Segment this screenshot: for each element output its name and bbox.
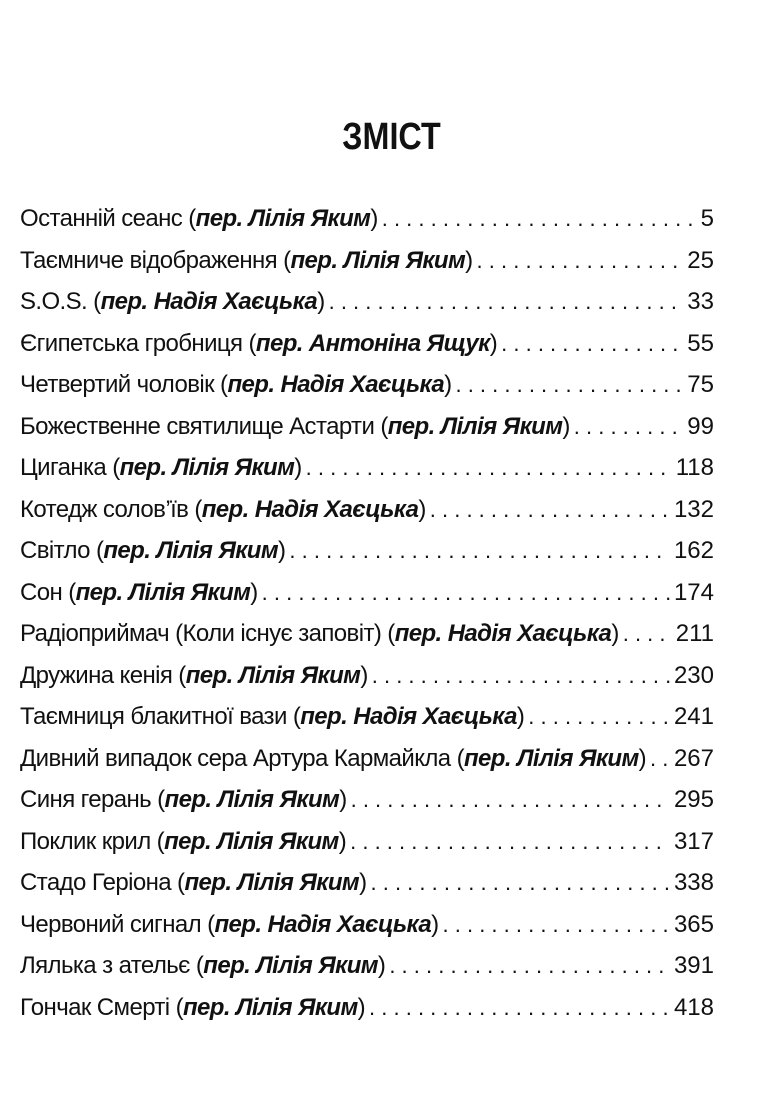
page-number: 162 bbox=[673, 537, 714, 564]
entry-text bbox=[20, 655, 368, 697]
story-title: Червоний сигнал ( bbox=[20, 910, 215, 938]
entry-text bbox=[20, 821, 346, 863]
dot-leader bbox=[430, 489, 670, 531]
toc-entry bbox=[20, 323, 714, 365]
closing-paren: ) bbox=[357, 993, 366, 1021]
page-number: 132 bbox=[673, 495, 714, 523]
translator-credit: пер. Лілія Яким bbox=[164, 827, 339, 855]
dot-leader bbox=[574, 406, 684, 448]
toc-entry bbox=[20, 281, 714, 323]
toc-entry bbox=[20, 364, 714, 406]
closing-paren: ) bbox=[418, 495, 426, 523]
translator-credit: пер. Надія Хаєцька bbox=[394, 620, 612, 647]
toc-entry bbox=[20, 572, 714, 614]
entry-text bbox=[20, 323, 497, 365]
translator-credit: пер. Надія Хаєцька bbox=[300, 703, 517, 730]
story-title: Єгипетська гробниця ( bbox=[20, 329, 256, 357]
page-number: 267 bbox=[673, 744, 714, 772]
page-number: 391 bbox=[673, 952, 714, 979]
translator-credit: пер. Лілія Яким bbox=[203, 952, 378, 979]
toc-entry bbox=[20, 406, 714, 448]
entry-text bbox=[20, 406, 570, 448]
dot-leader bbox=[389, 945, 670, 987]
translator-credit: пер. Лілія Яким bbox=[290, 246, 466, 274]
dot-leader bbox=[528, 696, 670, 738]
page-number: 75 bbox=[687, 371, 714, 398]
dot-leader bbox=[329, 281, 684, 323]
dot-leader bbox=[289, 530, 670, 572]
toc-entry bbox=[20, 530, 714, 572]
entry-text bbox=[20, 779, 347, 821]
page-title: ЗМІСТ bbox=[342, 116, 441, 158]
entry-text bbox=[20, 862, 367, 904]
entry-text bbox=[20, 364, 451, 406]
story-title: Стадо Геріона ( bbox=[20, 869, 185, 896]
story-title: Четвертий чоловік ( bbox=[20, 371, 228, 398]
dot-leader bbox=[623, 613, 672, 655]
dot-leader bbox=[477, 240, 684, 282]
entry-text bbox=[20, 987, 365, 1029]
page-number: 25 bbox=[687, 246, 714, 274]
toc-entry bbox=[20, 655, 714, 697]
translator-credit: пер. Лілія Яким bbox=[463, 744, 639, 772]
entry-text bbox=[20, 198, 378, 240]
translator-credit: пер. Лілія Яким bbox=[103, 537, 279, 564]
entry-text bbox=[20, 489, 426, 531]
page-number: 317 bbox=[673, 827, 714, 855]
story-title: Поклик крил ( bbox=[20, 827, 165, 855]
translator-credit: пер. Лілія Яким bbox=[75, 578, 251, 606]
toc-entry bbox=[20, 738, 714, 780]
dot-leader bbox=[372, 655, 670, 697]
story-title: Дивний випадок сера Артура Кармайкла ( bbox=[20, 744, 464, 772]
entry-text bbox=[20, 447, 302, 489]
closing-paren: ) bbox=[339, 786, 347, 813]
translator-credit: пер. Лілія Яким bbox=[195, 205, 371, 232]
closing-paren: ) bbox=[638, 744, 647, 772]
dot-leader bbox=[369, 987, 670, 1029]
translator-credit: пер. Лілія Яким bbox=[387, 412, 563, 440]
dot-leader bbox=[650, 738, 670, 780]
story-title: S.O.S. ( bbox=[20, 288, 101, 315]
page-number: 118 bbox=[675, 454, 714, 481]
closing-paren: ) bbox=[338, 827, 347, 855]
toc-entry bbox=[20, 240, 714, 282]
entry-text bbox=[20, 696, 524, 738]
toc-entry bbox=[20, 862, 714, 904]
translator-credit: пер. Антоніна Ящук bbox=[255, 329, 490, 357]
story-title: Світло ( bbox=[20, 537, 104, 564]
closing-paren: ) bbox=[516, 703, 525, 730]
dot-leader bbox=[306, 447, 672, 489]
page-number: 365 bbox=[673, 910, 714, 938]
toc-entry bbox=[20, 987, 714, 1029]
story-title: Божественне святилище Астарти ( bbox=[20, 412, 388, 440]
page-number: 99 bbox=[687, 412, 714, 440]
closing-paren: ) bbox=[370, 205, 378, 232]
entry-text bbox=[20, 945, 385, 987]
translator-credit: пер. Надія Хаєцька bbox=[214, 910, 432, 938]
story-title: Котедж солов’їв ( bbox=[20, 495, 202, 523]
toc-entry bbox=[20, 945, 714, 987]
toc-entry bbox=[20, 904, 714, 946]
page-number: 418 bbox=[673, 993, 714, 1021]
story-title: Сон ( bbox=[20, 578, 76, 606]
translator-credit: пер. Надія Хаєцька bbox=[201, 495, 419, 523]
translator-credit: пер. Надія Хаєцька bbox=[227, 371, 445, 398]
translator-credit: пер. Лілія Яким bbox=[185, 661, 361, 689]
translator-credit: пер. Лілія Яким bbox=[184, 869, 360, 896]
closing-paren: ) bbox=[465, 246, 473, 274]
table-of-contents bbox=[20, 198, 714, 1028]
closing-paren: ) bbox=[611, 620, 619, 647]
dot-leader bbox=[351, 779, 670, 821]
entry-text bbox=[20, 281, 325, 323]
dot-leader bbox=[455, 364, 683, 406]
story-title: Останній сеанс ( bbox=[20, 205, 196, 232]
page-number: 295 bbox=[673, 786, 714, 813]
closing-paren: ) bbox=[431, 910, 439, 938]
translator-credit: пер. Лілія Яким bbox=[119, 454, 295, 481]
translator-credit: пер. Лілія Яким bbox=[164, 786, 340, 813]
closing-paren: ) bbox=[360, 661, 368, 689]
dot-leader bbox=[443, 904, 670, 946]
entry-text bbox=[20, 572, 258, 614]
dot-leader bbox=[371, 862, 670, 904]
closing-paren: ) bbox=[444, 371, 452, 398]
page-number: 338 bbox=[673, 869, 714, 896]
toc-entry bbox=[20, 198, 714, 240]
page-number: 55 bbox=[687, 329, 714, 357]
translator-credit: пер. Надія Хаєцька bbox=[100, 288, 318, 315]
story-title: Радіоприймач (Коли існує заповіт) ( bbox=[20, 620, 395, 647]
dot-leader bbox=[262, 572, 670, 614]
closing-paren: ) bbox=[294, 454, 302, 481]
closing-paren: ) bbox=[250, 578, 258, 606]
closing-paren: ) bbox=[278, 537, 286, 564]
page-number: 33 bbox=[687, 288, 714, 315]
entry-text bbox=[20, 240, 473, 282]
page-number: 230 bbox=[673, 661, 714, 689]
dot-leader bbox=[501, 323, 683, 365]
story-title: Синя герань ( bbox=[20, 786, 165, 813]
toc-entry bbox=[20, 779, 714, 821]
story-title: Лялька з ательє ( bbox=[20, 952, 204, 979]
entry-text bbox=[20, 904, 439, 946]
story-title: Циганка ( bbox=[20, 454, 120, 481]
story-title: Гончак Смерті ( bbox=[20, 993, 183, 1021]
page-number: 211 bbox=[675, 620, 714, 647]
dot-leader bbox=[382, 198, 697, 240]
entry-text bbox=[20, 613, 619, 655]
closing-paren: ) bbox=[317, 288, 325, 315]
translator-credit: пер. Лілія Яким bbox=[183, 993, 358, 1021]
dot-leader bbox=[350, 821, 670, 863]
toc-entry bbox=[20, 821, 714, 863]
entry-text bbox=[20, 738, 646, 780]
page-number: 174 bbox=[673, 578, 714, 606]
closing-paren: ) bbox=[377, 952, 386, 979]
closing-paren: ) bbox=[562, 412, 570, 440]
toc-entry bbox=[20, 447, 714, 489]
page-number: 5 bbox=[700, 205, 714, 232]
story-title: Таємниче відображення ( bbox=[20, 246, 291, 274]
closing-paren: ) bbox=[359, 869, 367, 896]
toc-entry bbox=[20, 696, 714, 738]
story-title: Дружина кенія ( bbox=[20, 661, 186, 689]
page-number: 241 bbox=[673, 703, 714, 730]
closing-paren: ) bbox=[489, 329, 498, 357]
toc-entry bbox=[20, 489, 714, 531]
toc-entry bbox=[20, 613, 714, 655]
entry-text bbox=[20, 530, 285, 572]
story-title: Таємниця блакитної вази ( bbox=[20, 703, 301, 730]
